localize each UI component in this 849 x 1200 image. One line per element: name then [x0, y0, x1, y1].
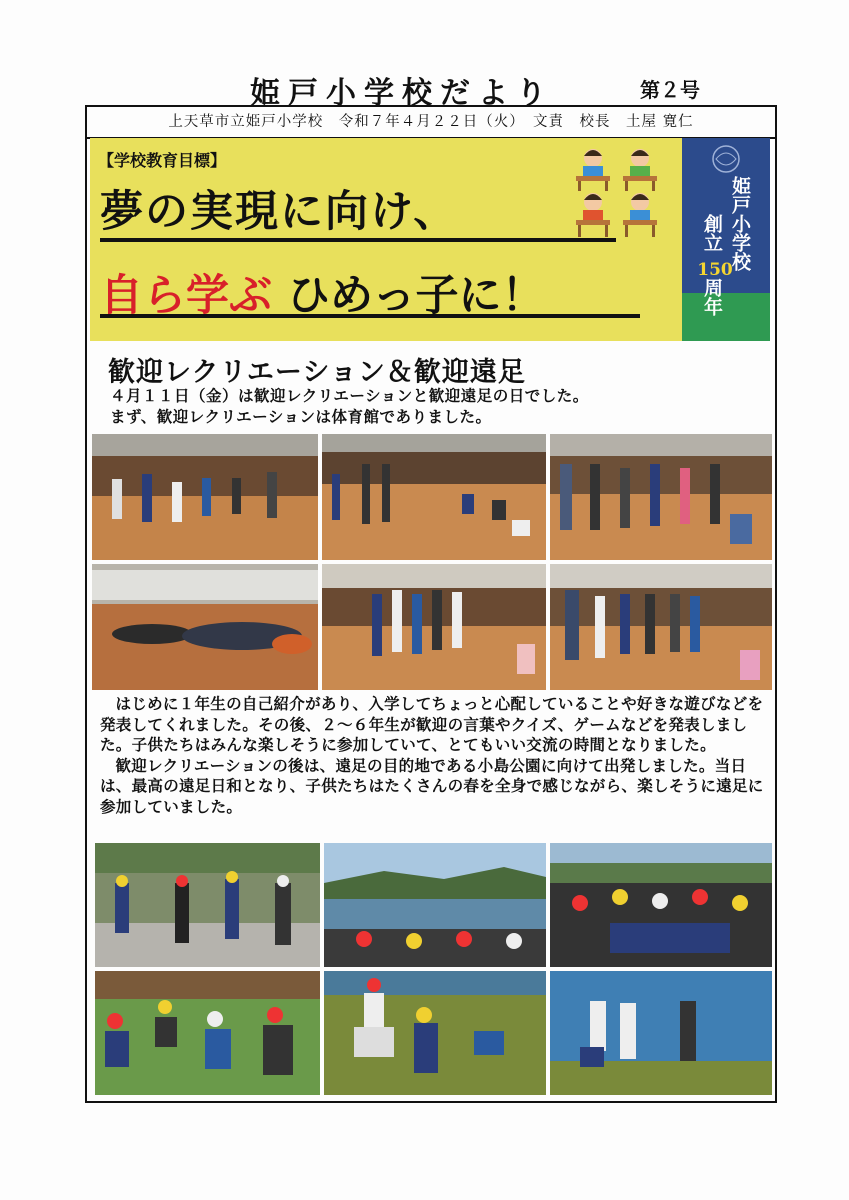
anniversary-school-name: 姫戸小学校	[729, 176, 751, 271]
underline-2	[100, 314, 640, 318]
goal-line-2-black: ひめっ子に！	[272, 271, 545, 321]
outing-photo	[324, 843, 546, 967]
goal-line-2-red: 自ら学ぶ	[100, 271, 272, 321]
students-illustration	[568, 144, 668, 240]
student-figure	[623, 193, 657, 237]
outing-photo	[95, 971, 320, 1095]
school-emblem-icon	[711, 144, 741, 174]
student-figure	[623, 149, 657, 191]
anniversary-blue	[682, 138, 770, 293]
outing-photo	[95, 843, 320, 967]
student-figure	[576, 149, 610, 191]
outing-photo	[550, 843, 772, 967]
gym-photo	[92, 434, 318, 560]
gym-photo	[92, 564, 318, 690]
body-paragraph: 歓迎レクリエーションの後は、遠足の目的地である小島公園に向けて出発しました。当日は、最高の遠足日和となり、子供たちはたくさんの春を全身で感じながら、楽しそうに遠足に参加していました。	[100, 756, 764, 816]
article-body	[100, 694, 772, 817]
gym-photo	[550, 564, 772, 690]
student-figure	[576, 193, 610, 237]
anniversary-panel	[682, 138, 770, 341]
gym-photo	[322, 564, 546, 690]
gym-photo	[550, 434, 772, 560]
goal-banner	[90, 138, 682, 341]
anniversary-founded: 創立	[701, 214, 723, 252]
article-title: 歓迎レクリエーション＆歓迎遠足	[108, 357, 526, 388]
goal-line-1: 夢の実現に向け、	[100, 187, 459, 237]
publication-info: 上天草市立姫戸小学校 令和７年４月２２日（火） 文責 校長 土屋 寛仁	[87, 107, 775, 139]
newsletter-title: 姫戸小学校だより	[250, 76, 554, 111]
intro-line: ４月１１日（金）は歓迎レクリエーションと歓迎遠足の日でした。	[110, 387, 589, 405]
goal-tag: 【学校教育目標】	[98, 151, 227, 170]
outing-photo	[550, 971, 772, 1095]
body-paragraph: はじめに１年生の自己紹介があり、入学してちょっと心配していることや好きな遊びなどを発表してくれました。その後、２～６年生が歓迎の言葉やクイズ、ゲームなどを発表しました。子供たちはみんな楽しそうに参加していて、とてもいい交流の時間となりました。	[100, 695, 764, 754]
anniversary-years: 周年	[701, 278, 723, 316]
anniversary-number: 150	[697, 260, 733, 280]
article-intro	[110, 386, 589, 428]
outing-photo	[324, 971, 546, 1095]
anniversary-green	[682, 293, 770, 341]
issue-number: 第２号	[640, 78, 700, 102]
underline-1	[100, 238, 616, 242]
intro-line: まず、歓迎レクリエーションは体育館でありました。	[110, 408, 492, 426]
gym-photo	[322, 434, 546, 560]
